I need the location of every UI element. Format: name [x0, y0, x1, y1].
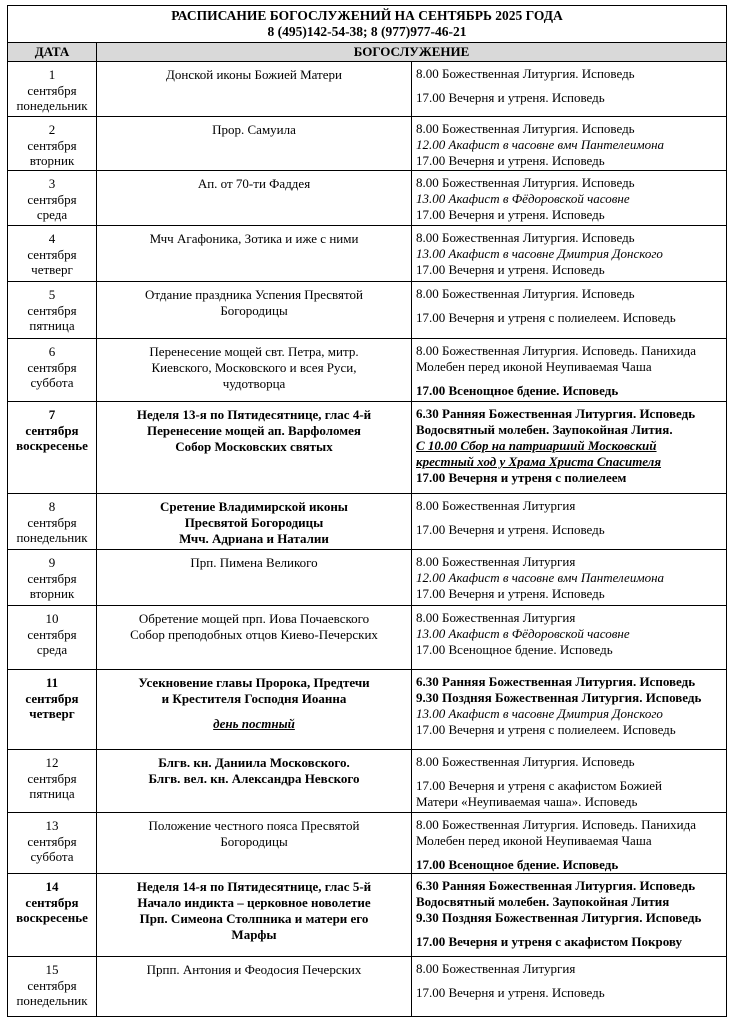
- date-weekday: четверг: [31, 262, 73, 277]
- date-weekday: пятница: [29, 318, 75, 333]
- date-day: 10: [45, 611, 59, 626]
- table-row: [8, 750, 727, 813]
- date-cell: [8, 117, 97, 171]
- service-line: 13.00 Акафист в Фёдоровской часовне: [416, 626, 630, 641]
- feast-cell: [97, 339, 412, 402]
- date-weekday: воскресенье: [16, 438, 88, 453]
- date-day: 5: [48, 287, 56, 302]
- table-row: [8, 874, 727, 957]
- table-row: [8, 606, 727, 670]
- feast-cell: [97, 402, 412, 494]
- service-line: Молебен перед иконой Неупиваемая Чаша: [416, 833, 652, 848]
- date-day: 2: [48, 122, 56, 137]
- date-weekday: среда: [36, 642, 68, 657]
- date-month: сентября: [27, 246, 77, 262]
- table-row: [8, 494, 727, 550]
- feast-line: Блгв. вел. кн. Александра Невского: [148, 771, 360, 786]
- feast-cell: [97, 226, 412, 282]
- spacer: [416, 977, 723, 985]
- date-day: 3: [48, 176, 56, 191]
- service-line: 17.00 Вечерня и утреня. Исповедь: [416, 522, 605, 537]
- service-line: 13.00 Акафист в часовне Дмитрия Донского: [416, 706, 663, 721]
- service-line: 8.00 Божественная Литургия: [416, 610, 576, 625]
- feast-line: Мчч Агафоника, Зотика и иже с ними: [149, 231, 359, 246]
- date-day: 13: [45, 818, 59, 833]
- service-line: 12.00 Акафист в часовне вмч Пантелеимона: [416, 570, 665, 585]
- service-line: 12.00 Акафист в часовне вмч Пантелеимона: [416, 137, 665, 152]
- date-day: 15: [45, 962, 59, 977]
- service-line: 8.00 Божественная Литургия. Исповедь: [416, 66, 635, 81]
- date-month: сентября: [27, 82, 77, 98]
- date-month: сентября: [27, 359, 77, 375]
- spacer: [416, 302, 723, 310]
- spacer: [416, 849, 723, 857]
- table-row: [8, 282, 727, 339]
- feast-line: Богородицы: [220, 834, 288, 849]
- services-cell: [412, 606, 727, 670]
- feast-cell: [97, 606, 412, 670]
- table-row: [8, 226, 727, 282]
- services-cell: [412, 117, 727, 171]
- service-line: 17.00 Вечерня и утреня. Исповедь: [416, 262, 605, 277]
- service-line: 9.30 Поздняя Божественная Литургия. Исповедь: [416, 910, 702, 925]
- date-day: 8: [48, 499, 56, 514]
- services-cell: [412, 670, 727, 750]
- feast-line: Киевского, Московского и всея Руси,: [151, 360, 357, 375]
- feast-line: Марфы: [231, 927, 277, 942]
- service-column-header: БОГОСЛУЖЕНИЕ: [97, 43, 727, 62]
- services-cell: [412, 402, 727, 494]
- date-day: 7: [48, 407, 56, 422]
- feast-cell: [97, 813, 412, 874]
- date-month: сентября: [27, 191, 77, 207]
- date-month: сентября: [27, 514, 77, 530]
- feast-cell: [97, 550, 412, 606]
- services-cell: [412, 339, 727, 402]
- date-month: сентября: [25, 690, 79, 706]
- feast-line: Сретение Владимирской иконы: [160, 499, 348, 514]
- date-month: сентября: [27, 302, 77, 318]
- table-row: [8, 550, 727, 606]
- date-month: сентября: [27, 977, 77, 993]
- spacer: [416, 926, 723, 934]
- service-line: 17.00 Вечерня и утреня. Исповедь: [416, 90, 605, 105]
- service-line: 8.00 Божественная Литургия. Исповедь: [416, 754, 635, 769]
- date-month: сентября: [27, 570, 77, 586]
- date-weekday: понедельник: [16, 98, 88, 113]
- service-line: 8.00 Божественная Литургия. Исповедь: [416, 286, 635, 301]
- services-cell: [412, 282, 727, 339]
- feast-cell: [97, 171, 412, 226]
- date-cell: [8, 226, 97, 282]
- date-cell: [8, 550, 97, 606]
- schedule-title: РАСПИСАНИЕ БОГОСЛУЖЕНИЙ НА СЕНТЯБРЬ 2025 ГОДА: [171, 8, 563, 23]
- services-cell: [412, 62, 727, 117]
- date-weekday: пятница: [29, 786, 75, 801]
- feast-line: Прп. Пимена Великого: [190, 555, 318, 570]
- feast-line: Отдание праздника Успения Пресвятой: [145, 287, 363, 302]
- services-cell: [412, 226, 727, 282]
- service-line: 17.00 Вечерня и утреня с полиелеем: [416, 470, 627, 485]
- service-line: 8.00 Божественная Литургия: [416, 961, 576, 976]
- table-row: [8, 957, 727, 1017]
- spacer: [416, 375, 723, 383]
- date-day: 6: [48, 344, 56, 359]
- date-weekday: вторник: [29, 153, 75, 168]
- date-cell: [8, 62, 97, 117]
- feast-cell: [97, 670, 412, 750]
- service-line: 17.00 Вечерня и утреня. Исповедь: [416, 586, 605, 601]
- service-line: 6.30 Ранняя Божественная Литургия. Исповедь: [416, 878, 696, 893]
- feast-cell: [97, 62, 412, 117]
- service-line: Молебен перед иконой Неупиваемая Чаша: [416, 359, 652, 374]
- feast-line: Перенесение мощей ап. Варфоломея: [147, 423, 361, 438]
- service-line: 17.00 Вечерня и утреня с полиелеем. Исповедь: [416, 722, 676, 737]
- service-line: Водосвятный молебен. Заупокойная Лития: [416, 894, 670, 909]
- feast-line: Прпп. Антония и Феодосия Печерских: [146, 962, 362, 977]
- service-line: 17.00 Всенощное бдение. Исповедь: [416, 383, 619, 398]
- date-cell: [8, 171, 97, 226]
- service-line: 6.30 Ранняя Божественная Литургия. Исповедь: [416, 406, 696, 421]
- schedule-sheet: [7, 5, 727, 1017]
- service-line: 17.00 Вечерня и утреня с акафистом Божией: [416, 778, 662, 793]
- feast-cell: [97, 282, 412, 339]
- date-month: сентября: [27, 833, 77, 849]
- services-cell: [412, 171, 727, 226]
- feast-line: Перенесение мощей свт. Петра, митр.: [149, 344, 359, 359]
- date-month: сентября: [25, 894, 79, 910]
- date-column-header: ДАТА: [8, 43, 97, 62]
- date-weekday: вторник: [29, 586, 75, 601]
- feast-line: Положение честного пояса Пресвятой: [148, 818, 360, 833]
- feast-line: Пресвятой Богородицы: [184, 515, 324, 530]
- service-line: крестный ход у Храма Христа Спасителя: [416, 454, 662, 469]
- date-weekday: суббота: [30, 849, 74, 864]
- service-line: Матери «Неупиваемая чаша». Исповедь: [416, 794, 638, 809]
- feast-line: и Крестителя Господня Иоанна: [161, 691, 347, 706]
- date-cell: [8, 670, 97, 750]
- spacer: [416, 514, 723, 522]
- feast-line: Неделя 14-я по Пятидесятнице, глас 5-й: [136, 879, 372, 894]
- feast-line: Неделя 13-я по Пятидесятнице, глас 4-й: [136, 407, 372, 422]
- date-cell: [8, 813, 97, 874]
- service-line: 8.00 Божественная Литургия. Исповедь. Панихида: [416, 817, 697, 832]
- service-line: 8.00 Божественная Литургия. Исповедь. Панихида: [416, 343, 697, 358]
- feast-line: Усекновение главы Пророка, Предтечи: [138, 675, 370, 690]
- date-month: сентября: [25, 422, 79, 438]
- table-row: [8, 402, 727, 494]
- service-line: 17.00 Вечерня и утреня. Исповедь: [416, 153, 605, 168]
- date-cell: [8, 494, 97, 550]
- date-day: 11: [45, 675, 59, 690]
- feast-line: Мчч. Адриана и Наталии: [179, 531, 329, 546]
- date-weekday: четверг: [29, 706, 75, 721]
- feast-cell: [97, 957, 412, 1017]
- feast-line: Богородицы: [220, 303, 288, 318]
- table-row: [8, 171, 727, 226]
- service-line: 8.00 Божественная Литургия. Исповедь: [416, 121, 635, 136]
- date-month: сентября: [27, 770, 77, 786]
- service-line: 17.00 Всенощное бдение. Исповедь: [416, 642, 613, 657]
- feast-line: Начало индикта – церковное новолетие: [137, 895, 371, 910]
- date-month: сентября: [27, 626, 77, 642]
- service-line: 17.00 Вечерня и утреня с полиелеем. Исповедь: [416, 310, 676, 325]
- schedule-rows: [8, 62, 727, 1017]
- spacer: [416, 82, 723, 90]
- service-line: 17.00 Вечерня и утреня. Исповедь: [416, 985, 605, 1000]
- date-cell: [8, 402, 97, 494]
- service-line: С 10.00 Сбор на патриарший Московский: [416, 438, 657, 453]
- feast-line: Собор преподобных отцов Киево-Печерских: [130, 627, 378, 642]
- date-day: 4: [48, 231, 56, 246]
- schedule-table: [7, 42, 727, 1017]
- service-line: 9.30 Поздняя Божественная Литургия. Исповедь: [416, 690, 702, 705]
- date-cell: [8, 282, 97, 339]
- date-weekday: воскресенье: [16, 910, 88, 925]
- feast-line: Обретение мощей прп. Иова Почаевского: [138, 611, 370, 626]
- date-cell: [8, 874, 97, 957]
- table-row: [8, 339, 727, 402]
- feast-cell: [97, 750, 412, 813]
- table-row: [8, 117, 727, 171]
- feast-line: Прор. Самуила: [212, 122, 296, 137]
- feast-cell: [97, 117, 412, 171]
- feast-line: Блгв. кн. Даниила Московского.: [158, 755, 350, 770]
- date-day: 9: [48, 555, 56, 570]
- services-cell: [412, 750, 727, 813]
- feast-line: Ап. от 70-ти Фаддея: [197, 176, 311, 191]
- fast-day-note: день постный: [213, 716, 295, 731]
- service-line: 17.00 Вечерня и утреня с акафистом Покрову: [416, 934, 683, 949]
- date-weekday: понедельник: [16, 530, 88, 545]
- service-line: 17.00 Вечерня и утреня. Исповедь: [416, 207, 605, 222]
- services-cell: [412, 494, 727, 550]
- spacer: [416, 770, 723, 778]
- service-line: 8.00 Божественная Литургия: [416, 554, 576, 569]
- date-weekday: среда: [36, 207, 68, 222]
- services-cell: [412, 550, 727, 606]
- services-cell: [412, 957, 727, 1017]
- date-day: 14: [45, 879, 59, 894]
- service-line: 8.00 Божественная Литургия. Исповедь: [416, 230, 635, 245]
- feast-line: чудотворца: [222, 376, 286, 391]
- date-month: сентября: [27, 137, 77, 153]
- date-cell: [8, 750, 97, 813]
- date-weekday: понедельник: [16, 993, 88, 1008]
- service-line: 8.00 Божественная Литургия: [416, 498, 576, 513]
- date-day: 1: [48, 67, 56, 82]
- services-cell: [412, 813, 727, 874]
- date-weekday: суббота: [30, 375, 74, 390]
- feast-cell: [97, 874, 412, 957]
- feast-line: Прп. Симеона Столпника и матери его: [139, 911, 369, 926]
- date-cell: [8, 339, 97, 402]
- table-header-row: [8, 43, 727, 62]
- service-line: 13.00 Акафист в Фёдоровской часовне: [416, 191, 630, 206]
- date-cell: [8, 957, 97, 1017]
- feast-line: Собор Московских святых: [175, 439, 333, 454]
- service-line: 6.30 Ранняя Божественная Литургия. Исповедь: [416, 674, 696, 689]
- date-cell: [8, 606, 97, 670]
- service-line: Водосвятный молебен. Заупокойная Лития.: [416, 422, 673, 437]
- feast-line: Донской иконы Божией Матери: [166, 67, 342, 82]
- date-day: 12: [45, 755, 59, 770]
- table-row: [8, 670, 727, 750]
- services-cell: [412, 874, 727, 957]
- schedule-header: [7, 5, 727, 42]
- service-line: 13.00 Акафист в часовне Дмитрия Донского: [416, 246, 663, 261]
- phone-numbers: 8 (495)142-54-38; 8 (977)977-46-21: [267, 24, 467, 39]
- table-row: [8, 62, 727, 117]
- table-row: [8, 813, 727, 874]
- service-line: 8.00 Божественная Литургия. Исповедь: [416, 175, 635, 190]
- feast-cell: [97, 494, 412, 550]
- service-line: 17.00 Всенощное бдение. Исповедь: [416, 857, 619, 872]
